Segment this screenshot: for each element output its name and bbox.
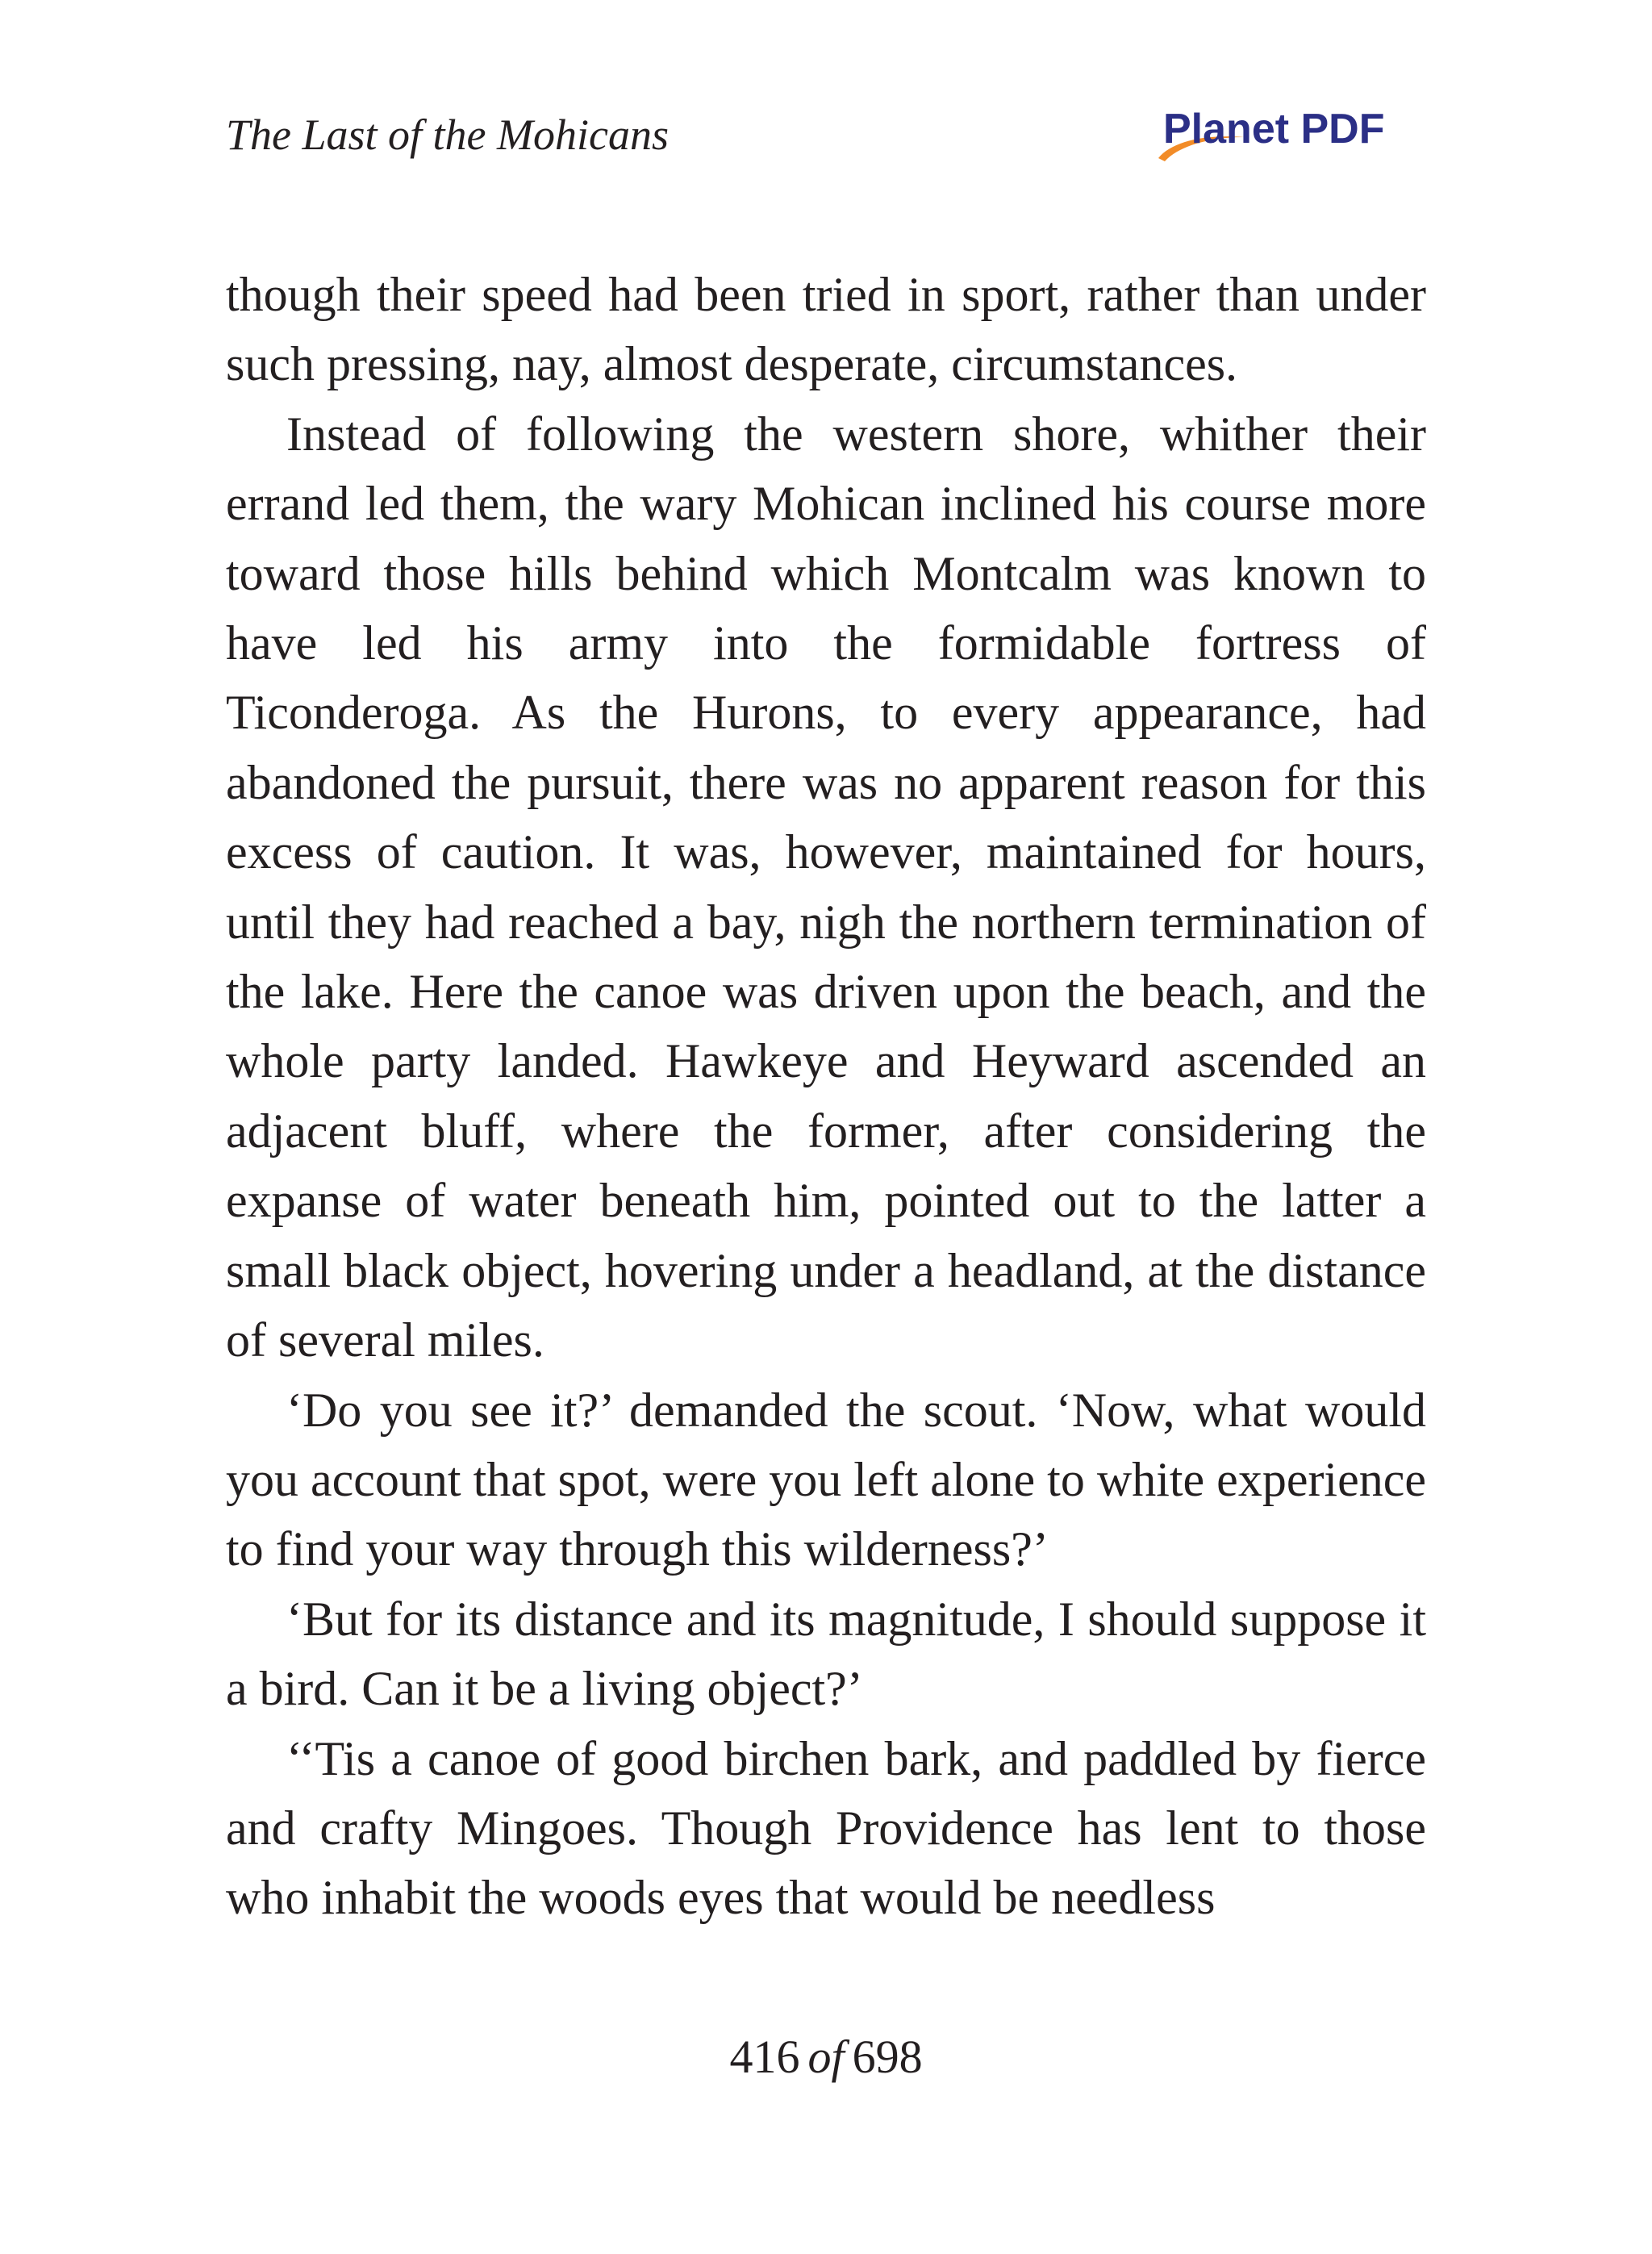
total-pages: 698 [852,2031,923,2083]
brand-name: Planet PDF [1163,106,1385,152]
paragraph: ‘Do you see it?’ demanded the scout. ‘Now, what would you account that spot, were you left alone to white experience to find your way through this wilderness?’ [226,1383,1426,1576]
page-number: 416 [729,2031,800,2083]
paragraph: Instead of following the western shore, whither their errand led them, the wary Mohican inclined his course more toward those hills behind which Montcalm was known to have led his army into the formidable fortress of Ticonderoga. As the Hurons, to every appearance, had abandoned the pursuit, there was no apparent reason for this excess of caution. It was, however, maintained for hours, until they had reached a bay, nigh the northern termination of the lake. Here the canoe was driven upon the beach, and the whole party landed. Hawkeye and Heyward ascended an adjacent bluff, where the former, after considering the expanse of water beneath him, pointed out to the latter a small black object, hovering under a headland, at the distance of several miles. [226,407,1426,1367]
page-header [226,102,1428,174]
page-footer [0,2030,1652,2084]
paragraph: though their speed had been tried in sport, rather than under such pressing, nay, almost desperate, circumstances. [226,268,1426,391]
paragraph: ‘‘Tis a canoe of good birchen bark, and paddled by fierce and crafty Mingoes. Though Providence has lent to those who inhabit the woods eyes that would be needless [226,1731,1426,1925]
planet-pdf-logo [1147,102,1413,166]
page-body [226,260,1426,1933]
paragraph: ‘But for its distance and its magnitude, I should suppose it a bird. Can it be a living object?’ [226,1592,1426,1716]
book-title: The Last of the Mohicans [226,111,669,159]
page-of-label: of [807,2031,845,2083]
